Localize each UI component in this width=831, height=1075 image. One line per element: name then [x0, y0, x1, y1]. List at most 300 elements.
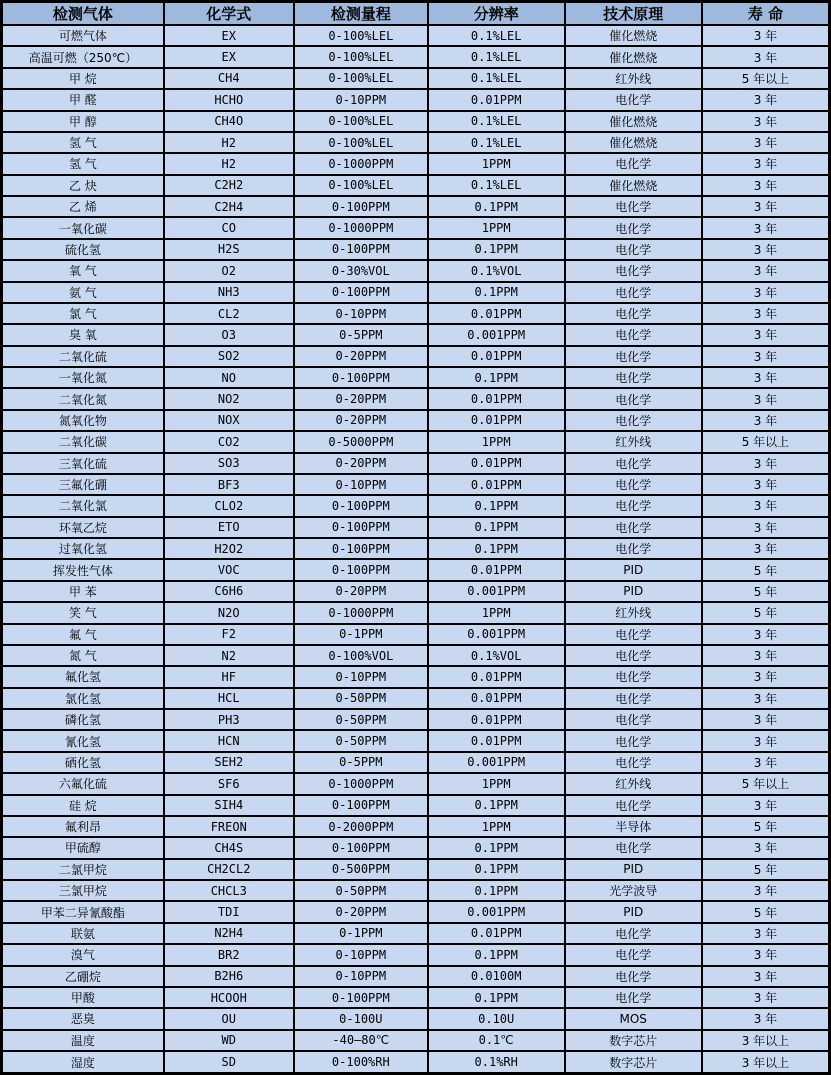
resolution-cell: 0.1%LEL — [428, 132, 565, 153]
resolution-cell: 0.01PPM — [428, 453, 565, 474]
table-row — [2, 132, 830, 153]
lifespan-cell: 3 年 — [702, 966, 830, 987]
resolution-cell: 0.01PPM — [428, 923, 565, 944]
table-row — [2, 111, 830, 132]
lifespan-cell: 3 年 — [702, 495, 830, 516]
lifespan-cell: 5 年 — [702, 816, 830, 837]
range-cell: 0-100PPM — [294, 795, 428, 816]
resolution-cell: 0.1%LEL — [428, 68, 565, 89]
lifespan-cell: 3 年 — [702, 517, 830, 538]
lifespan-cell: 3 年 — [702, 324, 830, 345]
principle-cell: 红外线 — [565, 602, 702, 623]
resolution-cell: 0.001PPM — [428, 581, 565, 602]
gas-name-cell: 氟利昂 — [2, 816, 164, 837]
lifespan-cell: 3 年 — [702, 453, 830, 474]
table-row — [2, 153, 830, 174]
gas-name-cell: 二氧化氯 — [2, 495, 164, 516]
gas-name-cell: 氟化氢 — [2, 666, 164, 687]
gas-name-cell: 氰化氢 — [2, 730, 164, 751]
resolution-cell: 0.01PPM — [428, 688, 565, 709]
column-header-formula: 化学式 — [164, 2, 294, 26]
table-row — [2, 966, 830, 987]
range-cell: 0-100PPM — [294, 559, 428, 580]
principle-cell: 催化燃烧 — [565, 111, 702, 132]
resolution-cell: 0.001PPM — [428, 752, 565, 773]
principle-cell: 电化学 — [565, 666, 702, 687]
gas-name-cell: 硅 烷 — [2, 795, 164, 816]
gas-name-cell: 可燃气体 — [2, 25, 164, 46]
table-row — [2, 89, 830, 110]
principle-cell: 电化学 — [565, 538, 702, 559]
lifespan-cell: 3 年 — [702, 153, 830, 174]
formula-cell: HF — [164, 666, 294, 687]
lifespan-cell: 3 年 — [702, 217, 830, 238]
table-row — [2, 559, 830, 580]
table-row — [2, 431, 830, 452]
formula-cell: N2O — [164, 602, 294, 623]
resolution-cell: 1PPM — [428, 431, 565, 452]
formula-cell: PH3 — [164, 709, 294, 730]
resolution-cell: 0.001PPM — [428, 901, 565, 922]
principle-cell: PID — [565, 581, 702, 602]
range-cell: 0-100U — [294, 1008, 428, 1029]
gas-name-cell: 一氧化碳 — [2, 217, 164, 238]
table-row — [2, 923, 830, 944]
principle-cell: 电化学 — [565, 709, 702, 730]
resolution-cell: 0.1PPM — [428, 517, 565, 538]
range-cell: 0-20PPM — [294, 901, 428, 922]
lifespan-cell: 3 年 — [702, 346, 830, 367]
principle-cell: 红外线 — [565, 431, 702, 452]
range-cell: 0-20PPM — [294, 453, 428, 474]
principle-cell: 催化燃烧 — [565, 132, 702, 153]
formula-cell: SIH4 — [164, 795, 294, 816]
range-cell: 0-100PPM — [294, 538, 428, 559]
resolution-cell: 0.1PPM — [428, 538, 565, 559]
gas-name-cell: 二氧化氮 — [2, 388, 164, 409]
resolution-cell: 0.01PPM — [428, 559, 565, 580]
header-row — [2, 2, 830, 26]
lifespan-cell: 5 年 — [702, 602, 830, 623]
lifespan-cell: 3 年 — [702, 688, 830, 709]
range-cell: 0-100PPM — [294, 239, 428, 260]
table-row — [2, 602, 830, 623]
gas-name-cell: 乙 炔 — [2, 175, 164, 196]
gas-name-cell: 甲 烷 — [2, 68, 164, 89]
table-row — [2, 517, 830, 538]
principle-cell: 红外线 — [565, 68, 702, 89]
range-cell: 0-20PPM — [294, 581, 428, 602]
range-cell: 0-50PPM — [294, 880, 428, 901]
gas-name-cell: 温度 — [2, 1030, 164, 1051]
lifespan-cell: 3 年 — [702, 880, 830, 901]
gas-name-cell: 氢 气 — [2, 153, 164, 174]
resolution-cell: 0.001PPM — [428, 324, 565, 345]
formula-cell: H2 — [164, 132, 294, 153]
principle-cell: 电化学 — [565, 410, 702, 431]
resolution-cell: 0.1PPM — [428, 239, 565, 260]
principle-cell: 电化学 — [565, 966, 702, 987]
lifespan-cell: 3 年 — [702, 410, 830, 431]
table-row — [2, 367, 830, 388]
gas-name-cell: 甲苯二异氰酸酯 — [2, 901, 164, 922]
principle-cell: PID — [565, 859, 702, 880]
lifespan-cell: 3 年 — [702, 709, 830, 730]
formula-cell: C2H2 — [164, 175, 294, 196]
range-cell: 0-100%VOL — [294, 645, 428, 666]
gas-name-cell: 甲硫醇 — [2, 837, 164, 858]
gas-name-cell: 环氧乙烷 — [2, 517, 164, 538]
range-cell: 0-100%LEL — [294, 46, 428, 67]
lifespan-cell: 3 年 — [702, 474, 830, 495]
lifespan-cell: 3 年 — [702, 837, 830, 858]
gas-name-cell: 笑 气 — [2, 602, 164, 623]
formula-cell: C2H4 — [164, 196, 294, 217]
lifespan-cell: 3 年 — [702, 795, 830, 816]
range-cell: 0-100PPM — [294, 367, 428, 388]
range-cell: 0-100PPM — [294, 987, 428, 1008]
gas-name-cell: 甲酸 — [2, 987, 164, 1008]
table-row — [2, 324, 830, 345]
range-cell: -40—80℃ — [294, 1030, 428, 1051]
resolution-cell: 0.01PPM — [428, 666, 565, 687]
principle-cell: 电化学 — [565, 153, 702, 174]
resolution-cell: 0.1PPM — [428, 196, 565, 217]
range-cell: 0-100PPM — [294, 196, 428, 217]
gas-name-cell: 过氧化氢 — [2, 538, 164, 559]
table-row — [2, 346, 830, 367]
lifespan-cell: 3 年 — [702, 1008, 830, 1029]
principle-cell: 光学波导 — [565, 880, 702, 901]
resolution-cell: 1PPM — [428, 602, 565, 623]
principle-cell: PID — [565, 559, 702, 580]
formula-cell: CHCL3 — [164, 880, 294, 901]
gas-name-cell: 硫化氢 — [2, 239, 164, 260]
range-cell: 0-20PPM — [294, 346, 428, 367]
range-cell: 0-100%LEL — [294, 111, 428, 132]
column-header-lifespan: 寿 命 — [702, 2, 830, 26]
formula-cell: CLO2 — [164, 495, 294, 516]
range-cell: 0-1000PPM — [294, 153, 428, 174]
formula-cell: BF3 — [164, 474, 294, 495]
resolution-cell: 1PPM — [428, 816, 565, 837]
formula-cell: NOX — [164, 410, 294, 431]
lifespan-cell: 3 年 — [702, 260, 830, 281]
column-header-range: 检测量程 — [294, 2, 428, 26]
formula-cell: HCOOH — [164, 987, 294, 1008]
table-row — [2, 196, 830, 217]
table-row — [2, 260, 830, 281]
table-row — [2, 538, 830, 559]
range-cell: 0-10PPM — [294, 89, 428, 110]
resolution-cell: 1PPM — [428, 217, 565, 238]
gas-name-cell: 氮氧化物 — [2, 410, 164, 431]
table-row — [2, 25, 830, 46]
principle-cell: 电化学 — [565, 495, 702, 516]
range-cell: 0-500PPM — [294, 859, 428, 880]
formula-cell: CH4S — [164, 837, 294, 858]
table-row — [2, 1008, 830, 1029]
principle-cell: 电化学 — [565, 752, 702, 773]
lifespan-cell: 3 年 — [702, 388, 830, 409]
formula-cell: NH3 — [164, 282, 294, 303]
range-cell: 0-2000PPM — [294, 816, 428, 837]
lifespan-cell: 3 年以上 — [702, 1030, 830, 1051]
principle-cell: 电化学 — [565, 795, 702, 816]
table-row — [2, 410, 830, 431]
lifespan-cell: 3 年 — [702, 89, 830, 110]
resolution-cell: 0.1PPM — [428, 944, 565, 965]
table-body — [2, 25, 830, 1074]
range-cell: 0-20PPM — [294, 410, 428, 431]
principle-cell: 电化学 — [565, 944, 702, 965]
formula-cell: SF6 — [164, 773, 294, 794]
gas-name-cell: 二氯甲烷 — [2, 859, 164, 880]
resolution-cell: 0.10U — [428, 1008, 565, 1029]
principle-cell: 电化学 — [565, 624, 702, 645]
table-row — [2, 282, 830, 303]
range-cell: 0-100PPM — [294, 517, 428, 538]
principle-cell: 电化学 — [565, 196, 702, 217]
resolution-cell: 0.1PPM — [428, 880, 565, 901]
formula-cell: HCN — [164, 730, 294, 751]
lifespan-cell: 3 年 — [702, 303, 830, 324]
table-row — [2, 175, 830, 196]
formula-cell: SO3 — [164, 453, 294, 474]
formula-cell: F2 — [164, 624, 294, 645]
lifespan-cell: 5 年 — [702, 559, 830, 580]
table-row — [2, 453, 830, 474]
column-header-principle: 技术原理 — [565, 2, 702, 26]
formula-cell: CH4O — [164, 111, 294, 132]
table-row — [2, 624, 830, 645]
principle-cell: 催化燃烧 — [565, 25, 702, 46]
formula-cell: WD — [164, 1030, 294, 1051]
table-row — [2, 880, 830, 901]
gas-name-cell: 甲 苯 — [2, 581, 164, 602]
resolution-cell: 0.1%RH — [428, 1051, 565, 1074]
gas-name-cell: 氮 气 — [2, 645, 164, 666]
formula-cell: HCHO — [164, 89, 294, 110]
gas-name-cell: 湿度 — [2, 1051, 164, 1074]
table-row — [2, 730, 830, 751]
gas-name-cell: 六氟化硫 — [2, 773, 164, 794]
range-cell: 0-100%LEL — [294, 68, 428, 89]
table-row — [2, 1051, 830, 1074]
gas-name-cell: 三氧化硫 — [2, 453, 164, 474]
table-row — [2, 474, 830, 495]
principle-cell: 电化学 — [565, 239, 702, 260]
resolution-cell: 0.1PPM — [428, 859, 565, 880]
range-cell: 0-1000PPM — [294, 602, 428, 623]
principle-cell: 电化学 — [565, 923, 702, 944]
lifespan-cell: 3 年 — [702, 624, 830, 645]
range-cell: 0-1PPM — [294, 923, 428, 944]
gas-name-cell: 氢 气 — [2, 132, 164, 153]
range-cell: 0-1000PPM — [294, 217, 428, 238]
lifespan-cell: 3 年以上 — [702, 1051, 830, 1074]
lifespan-cell: 3 年 — [702, 944, 830, 965]
resolution-cell: 0.0100M — [428, 966, 565, 987]
range-cell: 0-5PPM — [294, 752, 428, 773]
lifespan-cell: 3 年 — [702, 538, 830, 559]
table-row — [2, 688, 830, 709]
resolution-cell: 0.1%LEL — [428, 25, 565, 46]
gas-name-cell: 挥发性气体 — [2, 559, 164, 580]
lifespan-cell: 3 年 — [702, 730, 830, 751]
formula-cell: EX — [164, 25, 294, 46]
resolution-cell: 0.1%LEL — [428, 46, 565, 67]
range-cell: 0-1PPM — [294, 624, 428, 645]
range-cell: 0-100%LEL — [294, 175, 428, 196]
gas-name-cell: 氯化氢 — [2, 688, 164, 709]
gas-name-cell: 氯 气 — [2, 303, 164, 324]
formula-cell: CO — [164, 217, 294, 238]
lifespan-cell: 5 年 — [702, 901, 830, 922]
gas-name-cell: 二氧化碳 — [2, 431, 164, 452]
table-row — [2, 773, 830, 794]
table-row — [2, 709, 830, 730]
gas-name-cell: 三氯甲烷 — [2, 880, 164, 901]
principle-cell: 电化学 — [565, 453, 702, 474]
lifespan-cell: 3 年 — [702, 923, 830, 944]
table-row — [2, 816, 830, 837]
table-row — [2, 901, 830, 922]
principle-cell: MOS — [565, 1008, 702, 1029]
formula-cell: O3 — [164, 324, 294, 345]
principle-cell: 数字芯片 — [565, 1051, 702, 1074]
table-row — [2, 795, 830, 816]
formula-cell: CH2CL2 — [164, 859, 294, 880]
lifespan-cell: 3 年 — [702, 367, 830, 388]
formula-cell: EX — [164, 46, 294, 67]
formula-cell: OU — [164, 1008, 294, 1029]
formula-cell: H2O2 — [164, 538, 294, 559]
column-header-resolution: 分辨率 — [428, 2, 565, 26]
formula-cell: VOC — [164, 559, 294, 580]
resolution-cell: 0.1PPM — [428, 987, 565, 1008]
lifespan-cell: 3 年 — [702, 666, 830, 687]
lifespan-cell: 5 年以上 — [702, 431, 830, 452]
gas-name-cell: 磷化氢 — [2, 709, 164, 730]
formula-cell: O2 — [164, 260, 294, 281]
range-cell: 0-10PPM — [294, 474, 428, 495]
resolution-cell: 0.1%LEL — [428, 175, 565, 196]
table-row — [2, 217, 830, 238]
resolution-cell: 1PPM — [428, 153, 565, 174]
resolution-cell: 0.1PPM — [428, 367, 565, 388]
resolution-cell: 0.01PPM — [428, 730, 565, 751]
formula-cell: N2H4 — [164, 923, 294, 944]
range-cell: 0-20PPM — [294, 388, 428, 409]
range-cell: 0-30%VOL — [294, 260, 428, 281]
resolution-cell: 0.01PPM — [428, 303, 565, 324]
gas-name-cell: 恶臭 — [2, 1008, 164, 1029]
lifespan-cell: 5 年 — [702, 581, 830, 602]
table-row — [2, 239, 830, 260]
table-row — [2, 46, 830, 67]
resolution-cell: 0.01PPM — [428, 346, 565, 367]
resolution-cell: 0.01PPM — [428, 89, 565, 110]
principle-cell: 电化学 — [565, 474, 702, 495]
table-row — [2, 68, 830, 89]
lifespan-cell: 3 年 — [702, 46, 830, 67]
formula-cell: SEH2 — [164, 752, 294, 773]
resolution-cell: 0.001PPM — [428, 624, 565, 645]
formula-cell: B2H6 — [164, 966, 294, 987]
table-row — [2, 581, 830, 602]
table-row — [2, 388, 830, 409]
gas-name-cell: 硒化氢 — [2, 752, 164, 773]
lifespan-cell: 3 年 — [702, 239, 830, 260]
lifespan-cell: 3 年 — [702, 196, 830, 217]
resolution-cell: 0.1%VOL — [428, 645, 565, 666]
lifespan-cell: 3 年 — [702, 987, 830, 1008]
gas-name-cell: 二氧化硫 — [2, 346, 164, 367]
principle-cell: 数字芯片 — [565, 1030, 702, 1051]
principle-cell: 电化学 — [565, 324, 702, 345]
gas-name-cell: 三氟化硼 — [2, 474, 164, 495]
gas-name-cell: 氟 气 — [2, 624, 164, 645]
resolution-cell: 0.01PPM — [428, 410, 565, 431]
formula-cell: NO — [164, 367, 294, 388]
range-cell: 0-5000PPM — [294, 431, 428, 452]
table-row — [2, 495, 830, 516]
resolution-cell: 0.01PPM — [428, 474, 565, 495]
principle-cell: 电化学 — [565, 517, 702, 538]
range-cell: 0-5PPM — [294, 324, 428, 345]
principle-cell: 电化学 — [565, 730, 702, 751]
lifespan-cell: 5 年以上 — [702, 68, 830, 89]
principle-cell: 电化学 — [565, 346, 702, 367]
principle-cell: 催化燃烧 — [565, 46, 702, 67]
range-cell: 0-10PPM — [294, 303, 428, 324]
formula-cell: N2 — [164, 645, 294, 666]
lifespan-cell: 3 年 — [702, 282, 830, 303]
table-row — [2, 752, 830, 773]
resolution-cell: 0.1%VOL — [428, 260, 565, 281]
principle-cell: 电化学 — [565, 388, 702, 409]
formula-cell: SD — [164, 1051, 294, 1074]
range-cell: 0-50PPM — [294, 709, 428, 730]
range-cell: 0-100%LEL — [294, 132, 428, 153]
formula-cell: ETO — [164, 517, 294, 538]
principle-cell: 电化学 — [565, 303, 702, 324]
formula-cell: H2 — [164, 153, 294, 174]
lifespan-cell: 3 年 — [702, 111, 830, 132]
principle-cell: 红外线 — [565, 773, 702, 794]
principle-cell: 电化学 — [565, 987, 702, 1008]
principle-cell: 催化燃烧 — [565, 175, 702, 196]
table-row — [2, 645, 830, 666]
range-cell: 0-100%RH — [294, 1051, 428, 1074]
resolution-cell: 1PPM — [428, 773, 565, 794]
formula-cell: BR2 — [164, 944, 294, 965]
gas-name-cell: 臭 氧 — [2, 324, 164, 345]
range-cell: 0-1000PPM — [294, 773, 428, 794]
lifespan-cell: 3 年 — [702, 25, 830, 46]
column-header-gas: 检测气体 — [2, 2, 164, 26]
gas-name-cell: 乙 烯 — [2, 196, 164, 217]
gas-name-cell: 氧 气 — [2, 260, 164, 281]
principle-cell: PID — [565, 901, 702, 922]
principle-cell: 电化学 — [565, 260, 702, 281]
range-cell: 0-100PPM — [294, 282, 428, 303]
table-row — [2, 303, 830, 324]
range-cell: 0-50PPM — [294, 688, 428, 709]
lifespan-cell: 3 年 — [702, 132, 830, 153]
table-row — [2, 859, 830, 880]
